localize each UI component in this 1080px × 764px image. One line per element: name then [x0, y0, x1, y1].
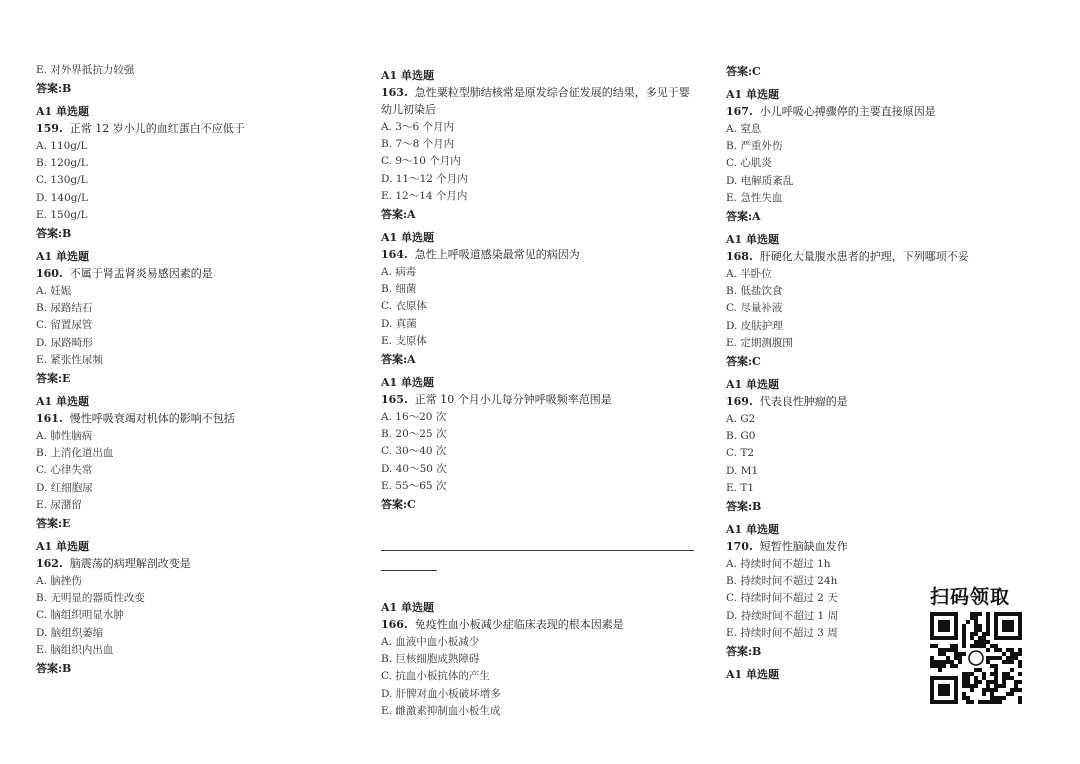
option: A. 血液中血小板减少: [381, 636, 480, 648]
question-item: [381, 229, 699, 369]
question-number: 161.: [36, 412, 63, 426]
option: E. 紧张性尿频: [36, 353, 103, 366]
question-stem: [36, 120, 336, 137]
question-text: 肝硬化大量腹水患者的护理，下列哪项不妥: [759, 250, 969, 264]
option: D. 真菌: [381, 317, 417, 330]
question-type: A1 单选题: [381, 69, 435, 82]
question-type: A1 单选题: [726, 668, 780, 682]
answer: 答案:E: [36, 372, 71, 386]
question-text: 慢性呼吸衰竭对机体的影响不包括: [69, 412, 235, 426]
question-text: 正常 10 个月小儿每分钟呼吸频率范围是: [414, 393, 612, 407]
divider-line: [381, 550, 694, 551]
option: A. 持续时间不超过 1h: [726, 558, 831, 571]
question-stem: [726, 538, 976, 555]
question-stem: [36, 265, 336, 282]
question-stem: [726, 393, 976, 410]
option: A. 窒息: [726, 123, 762, 135]
question-type: A1 单选题: [381, 601, 435, 614]
question-type: A1 单选题: [726, 233, 780, 247]
option: D. 电解质紊乱: [726, 174, 794, 187]
question-stem: [36, 555, 336, 572]
option: C. 抗血小板抗体的产生: [381, 670, 490, 683]
question-number: 170.: [726, 540, 753, 554]
option: A. 16～20 次: [381, 411, 447, 424]
question-text: 脑震荡的病理解剖改变是: [69, 557, 191, 571]
option: D. 红细胞尿: [36, 481, 93, 494]
option: B. 尿路结石: [36, 302, 93, 315]
question-number: 168.: [726, 250, 753, 264]
option: E. 支原体: [381, 334, 427, 347]
question-number: 163.: [381, 86, 408, 99]
question-item: [726, 376, 976, 516]
question-166: [381, 594, 699, 720]
answer: 答案:B: [726, 500, 762, 514]
option: D. 持续时间不超过 1 周: [726, 609, 839, 622]
option: D. 肝脾对血小板破坏增多: [381, 687, 501, 700]
option: C. 衣原体: [381, 300, 427, 313]
option: C. 心律失常: [36, 464, 93, 477]
question-number: 167.: [726, 105, 753, 118]
question-number: 169.: [726, 395, 753, 409]
option: C. 留置尿管: [36, 319, 93, 332]
answer: 答案:E: [36, 517, 71, 531]
question-text: 小儿呼吸心搏骤停的主要直接原因是: [759, 105, 936, 118]
option: E. 55～65 次: [381, 479, 447, 492]
option: B. 120g/L: [36, 157, 88, 170]
question-type: A1 单选题: [381, 376, 435, 390]
question-list: [381, 67, 699, 514]
qr-code[interactable]: [930, 612, 1022, 704]
question-number: 159.: [36, 122, 63, 135]
option: E. 持续时间不超过 3 周: [726, 626, 838, 639]
option: C. 30～40 次: [381, 445, 447, 458]
option: D. 11～12 个月内: [381, 172, 468, 185]
question-text: 正常 12 岁小儿的血红蛋白不应低于: [69, 122, 245, 135]
option: A. 3～6 个月内: [381, 121, 454, 133]
option: B. 无明显的器质性改变: [36, 592, 145, 605]
option: E. 12～14 个月内: [381, 189, 468, 202]
option: C. T2: [726, 447, 755, 460]
fragment-option: E. 对外界抵抗力较强: [36, 64, 135, 76]
question-number: 166.: [381, 618, 408, 631]
question-type: A1 单选题: [36, 395, 90, 409]
question-text: 急性粟粒型肺结核常是原发综合征发展的结果，多见于婴幼儿初染后: [381, 86, 690, 116]
question-text: 急性上呼吸道感染最常见的病因为: [414, 248, 580, 262]
answer: 答案:B: [36, 227, 72, 241]
question-item: [381, 374, 699, 514]
question-number: 160.: [36, 267, 63, 281]
option: C. 脑组织明显水肿: [36, 609, 124, 622]
question-stem: [726, 103, 976, 120]
option: B. 巨核细胞成熟障碍: [381, 653, 480, 666]
qr-block: [930, 584, 1026, 704]
option: E. T1: [726, 481, 755, 494]
fragment-answer: 答案:C: [726, 65, 761, 78]
question-type: A1 单选题: [36, 540, 90, 554]
answer: 答案:A: [381, 208, 416, 222]
answer: 答案:A: [726, 210, 761, 224]
option: D. 皮肤护理: [726, 319, 783, 332]
question-stem: [381, 246, 699, 263]
question-stem: [381, 616, 699, 633]
option: E. 雌激素抑制血小板生成: [381, 704, 501, 717]
question-stem: [381, 391, 699, 408]
question-item: [36, 393, 336, 533]
question-stem: [36, 410, 336, 427]
option: B. G0: [726, 430, 756, 443]
question-text: 代表良性肿瘤的是: [759, 395, 848, 409]
option: D. 40～50 次: [381, 462, 447, 475]
question-item: [726, 86, 976, 226]
qr-title: 扫码领取: [930, 586, 1011, 608]
option: A. 半卧位: [726, 268, 772, 281]
option: A. 妊娠: [36, 285, 72, 298]
option: C. 心肌炎: [726, 157, 772, 170]
option: B. 7～8 个月内: [381, 138, 455, 151]
question-type: A1 单选题: [36, 250, 90, 264]
question-item: [36, 538, 336, 678]
option: D. 140g/L: [36, 191, 88, 204]
option: C. 9～10 个月内: [381, 155, 461, 168]
fragment-answer: 答案:B: [36, 82, 72, 95]
option: D. 尿路畸形: [36, 336, 93, 349]
option: E. 急性失血: [726, 191, 783, 204]
question-item: [726, 231, 976, 371]
question-item: [381, 67, 699, 224]
question-text: 短暂性脑缺血发作: [759, 540, 848, 554]
answer: 答案:A: [381, 353, 416, 367]
question-type: A1 单选题: [726, 88, 780, 101]
question-list: [36, 103, 336, 678]
option: C. 130g/L: [36, 174, 88, 187]
option: C. 持续时间不超过 2 天: [726, 592, 838, 605]
question-type: A1 单选题: [726, 523, 780, 537]
option: A. G2: [726, 413, 756, 426]
question-type: A1 单选题: [36, 105, 90, 118]
option: A. 110g/L: [36, 140, 88, 152]
option: B. 严重外伤: [726, 140, 783, 153]
question-type: A1 单选题: [726, 378, 780, 392]
option: E. 脑组织内出血: [36, 643, 114, 656]
option: E. 150g/L: [36, 208, 88, 221]
question-item: [36, 103, 336, 243]
answer: 答案:C: [381, 498, 416, 512]
answer: 答案:C: [726, 355, 761, 369]
option: A. 肺性脑病: [36, 430, 93, 443]
question-number: 162.: [36, 557, 63, 571]
option: E. 定期测腹围: [726, 336, 793, 349]
question-item: [36, 248, 336, 388]
answer: 答案:B: [36, 662, 72, 676]
option: E. 尿潴留: [36, 498, 82, 511]
question-text: 不属于肾盂肾炎易感因素的是: [69, 267, 213, 281]
question-list: [726, 86, 976, 661]
question-type: A1 单选题: [381, 231, 435, 245]
question-number: 164.: [381, 248, 408, 262]
option: A. 病毒: [381, 266, 417, 279]
option: B. 上消化道出血: [36, 447, 114, 460]
divider-line-short: [381, 570, 437, 571]
question-stem: [726, 248, 976, 265]
option: A. 脑挫伤: [36, 575, 82, 588]
option: C. 尽量补液: [726, 302, 783, 315]
option: D. M1: [726, 464, 759, 477]
option: B. 20～25 次: [381, 428, 447, 441]
column-1: [36, 62, 336, 681]
column-2: [381, 62, 699, 517]
question-stem: [381, 84, 699, 118]
question-text: 免疫性血小板减少症临床表现的根本因素是: [414, 618, 624, 631]
option: D. 脑组织萎缩: [36, 626, 104, 639]
option: B. 持续时间不超过 24h: [726, 575, 838, 588]
answer: 答案:B: [726, 645, 762, 659]
option: B. 低盐饮食: [726, 285, 783, 298]
question-number: 165.: [381, 393, 408, 407]
option: B. 细菌: [381, 283, 417, 296]
